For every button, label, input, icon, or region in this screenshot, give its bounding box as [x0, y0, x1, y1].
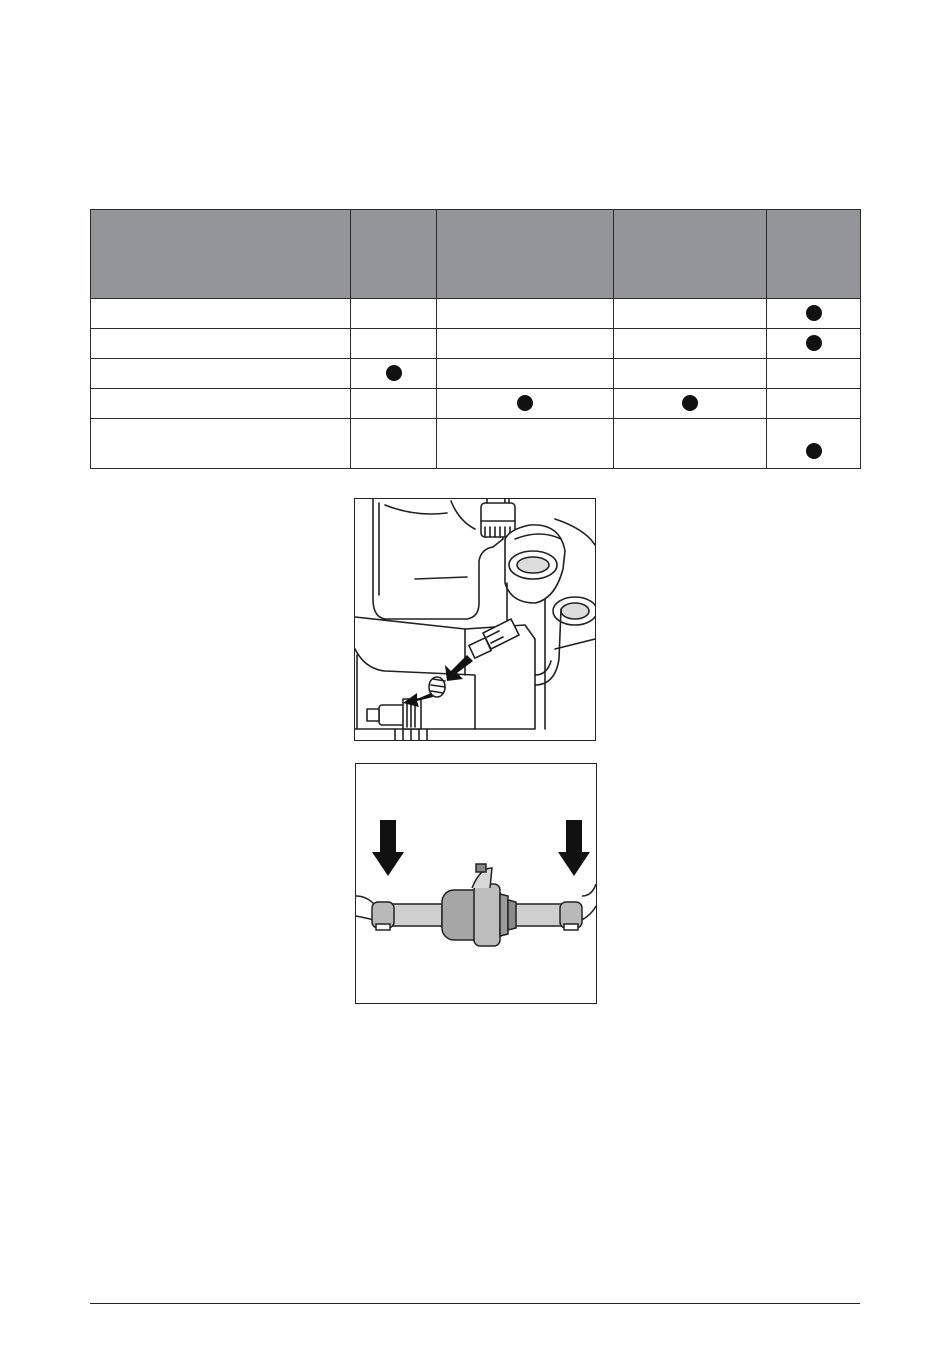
- interval-cell: [767, 329, 861, 359]
- interval-cell: [614, 419, 767, 469]
- table-header-row: [91, 210, 861, 299]
- table-body: [91, 299, 861, 469]
- interval-cell: [437, 359, 614, 389]
- interval-cell: [437, 419, 614, 469]
- header-cell-interval-2: [437, 210, 614, 299]
- footer-rule: [90, 1303, 860, 1304]
- required-dot-icon: [806, 443, 822, 459]
- interval-cell: [351, 329, 437, 359]
- header-cell-interval-3: [614, 210, 767, 299]
- interval-cell: [437, 329, 614, 359]
- row-label: [91, 359, 351, 389]
- interval-cell: [767, 359, 861, 389]
- interval-cell: [614, 389, 767, 419]
- row-label: [91, 389, 351, 419]
- interval-cell: [767, 419, 861, 469]
- table-row: [91, 299, 861, 329]
- table-row: [91, 419, 861, 469]
- header-cell-interval-1: [351, 210, 437, 299]
- drain-plug-figure: [354, 498, 596, 741]
- maintenance-table: [90, 209, 861, 469]
- table-row: [91, 359, 861, 389]
- interval-cell: [614, 329, 767, 359]
- required-dot-icon: [517, 395, 533, 411]
- table-row: [91, 329, 861, 359]
- interval-cell: [614, 299, 767, 329]
- required-dot-icon: [806, 335, 822, 351]
- required-dot-icon: [806, 305, 822, 321]
- row-label: [91, 419, 351, 469]
- required-dot-icon: [386, 365, 402, 381]
- header-cell-item: [91, 210, 351, 299]
- hose-filter-illustration: [356, 764, 596, 1003]
- interval-cell: [614, 359, 767, 389]
- row-label: [91, 329, 351, 359]
- required-dot-icon: [682, 395, 698, 411]
- interval-cell: [767, 299, 861, 329]
- interval-cell: [351, 359, 437, 389]
- interval-cell: [767, 389, 861, 419]
- drain-plug-removal-illustration: [355, 499, 595, 740]
- interval-cell: [351, 299, 437, 329]
- hose-filter-figure: [355, 763, 597, 1004]
- interval-cell: [351, 389, 437, 419]
- row-label: [91, 299, 351, 329]
- interval-cell: [351, 419, 437, 469]
- header-cell-interval-4: [767, 210, 861, 299]
- interval-cell: [437, 299, 614, 329]
- table-row: [91, 389, 861, 419]
- interval-cell: [437, 389, 614, 419]
